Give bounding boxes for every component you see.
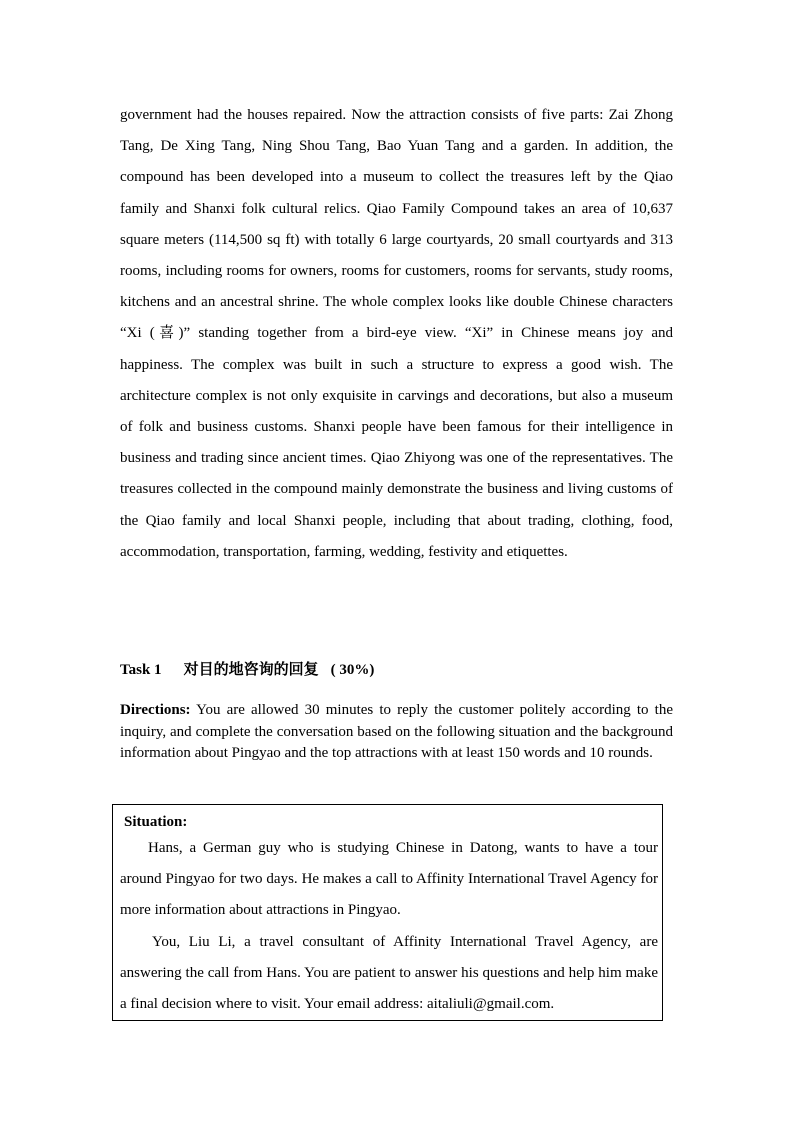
document-page bbox=[120, 100, 673, 1013]
situation-title: Situation: bbox=[124, 814, 188, 830]
task-heading bbox=[120, 658, 374, 679]
situation-box bbox=[112, 804, 663, 1021]
directions-paragraph bbox=[120, 700, 673, 765]
situation-paragraph: You, Liu Li, a travel consultant of Affinity International Travel Agency, are answering the call from Hans. You are patient to answer his questions and help him make a final decision where to visit. Your email address: aitaliuli@gmail.com. bbox=[120, 933, 658, 1013]
task-title: 对目的地咨询的回复 bbox=[183, 660, 319, 678]
directions-label: Directions: bbox=[120, 702, 191, 718]
situation-paragraph: Hans, a German guy who is studying Chinese in Datong, wants to have a tour around Pingyao for two days. He makes a call to Affinity International Travel Agency for more information about attractions in Pingyao. bbox=[120, 840, 658, 919]
task-percent: ( 30%) bbox=[330, 662, 375, 678]
directions-text: You are allowed 30 minutes to reply the customer politely according to the inquiry, and complete the conversation based on the following situation and the background information about Pingyao and the top attractions with at least 150 words and 10 rounds. bbox=[120, 702, 673, 761]
task-label: Task 1 bbox=[120, 662, 162, 678]
qiao-compound-paragraph: government had the houses repaired. Now the attraction consists of five parts: Zai Zhong Tang, De Xing Tang, Ning Shou Tang, Bao Yuan Tang and a garden. In addition, the compound has been developed into a museum to collect the treasures left by the Qiao family and Shanxi folk cultural relics. Qiao Family Compound takes an area of 10,637 square meters (114,500 sq ft) with totally 6 large courtyards, 20 small courtyards and 313 rooms, including rooms for owners, rooms for customers, rooms for servants, study rooms, kitchens and an ancestral shrine. The whole complex looks like double Chinese characters “Xi (喜)” standing together from a bird-eye view. “Xi” in Chinese means joy and happiness. The complex was built in such a structure to express a good wish. The architecture complex is not only exquisite in carvings and decorations, but also a museum of folk and business customs. Shanxi people have been famous for their intelligence in business and trading since ancient times. Qiao Zhiyong was one of the representatives. The treasures collected in the compound mainly demonstrate the business and living customs of the Qiao family and local Shanxi people, including that about trading, clothing, food, accommodation, transportation, farming, wedding, festivity and etiquettes. bbox=[120, 107, 673, 560]
